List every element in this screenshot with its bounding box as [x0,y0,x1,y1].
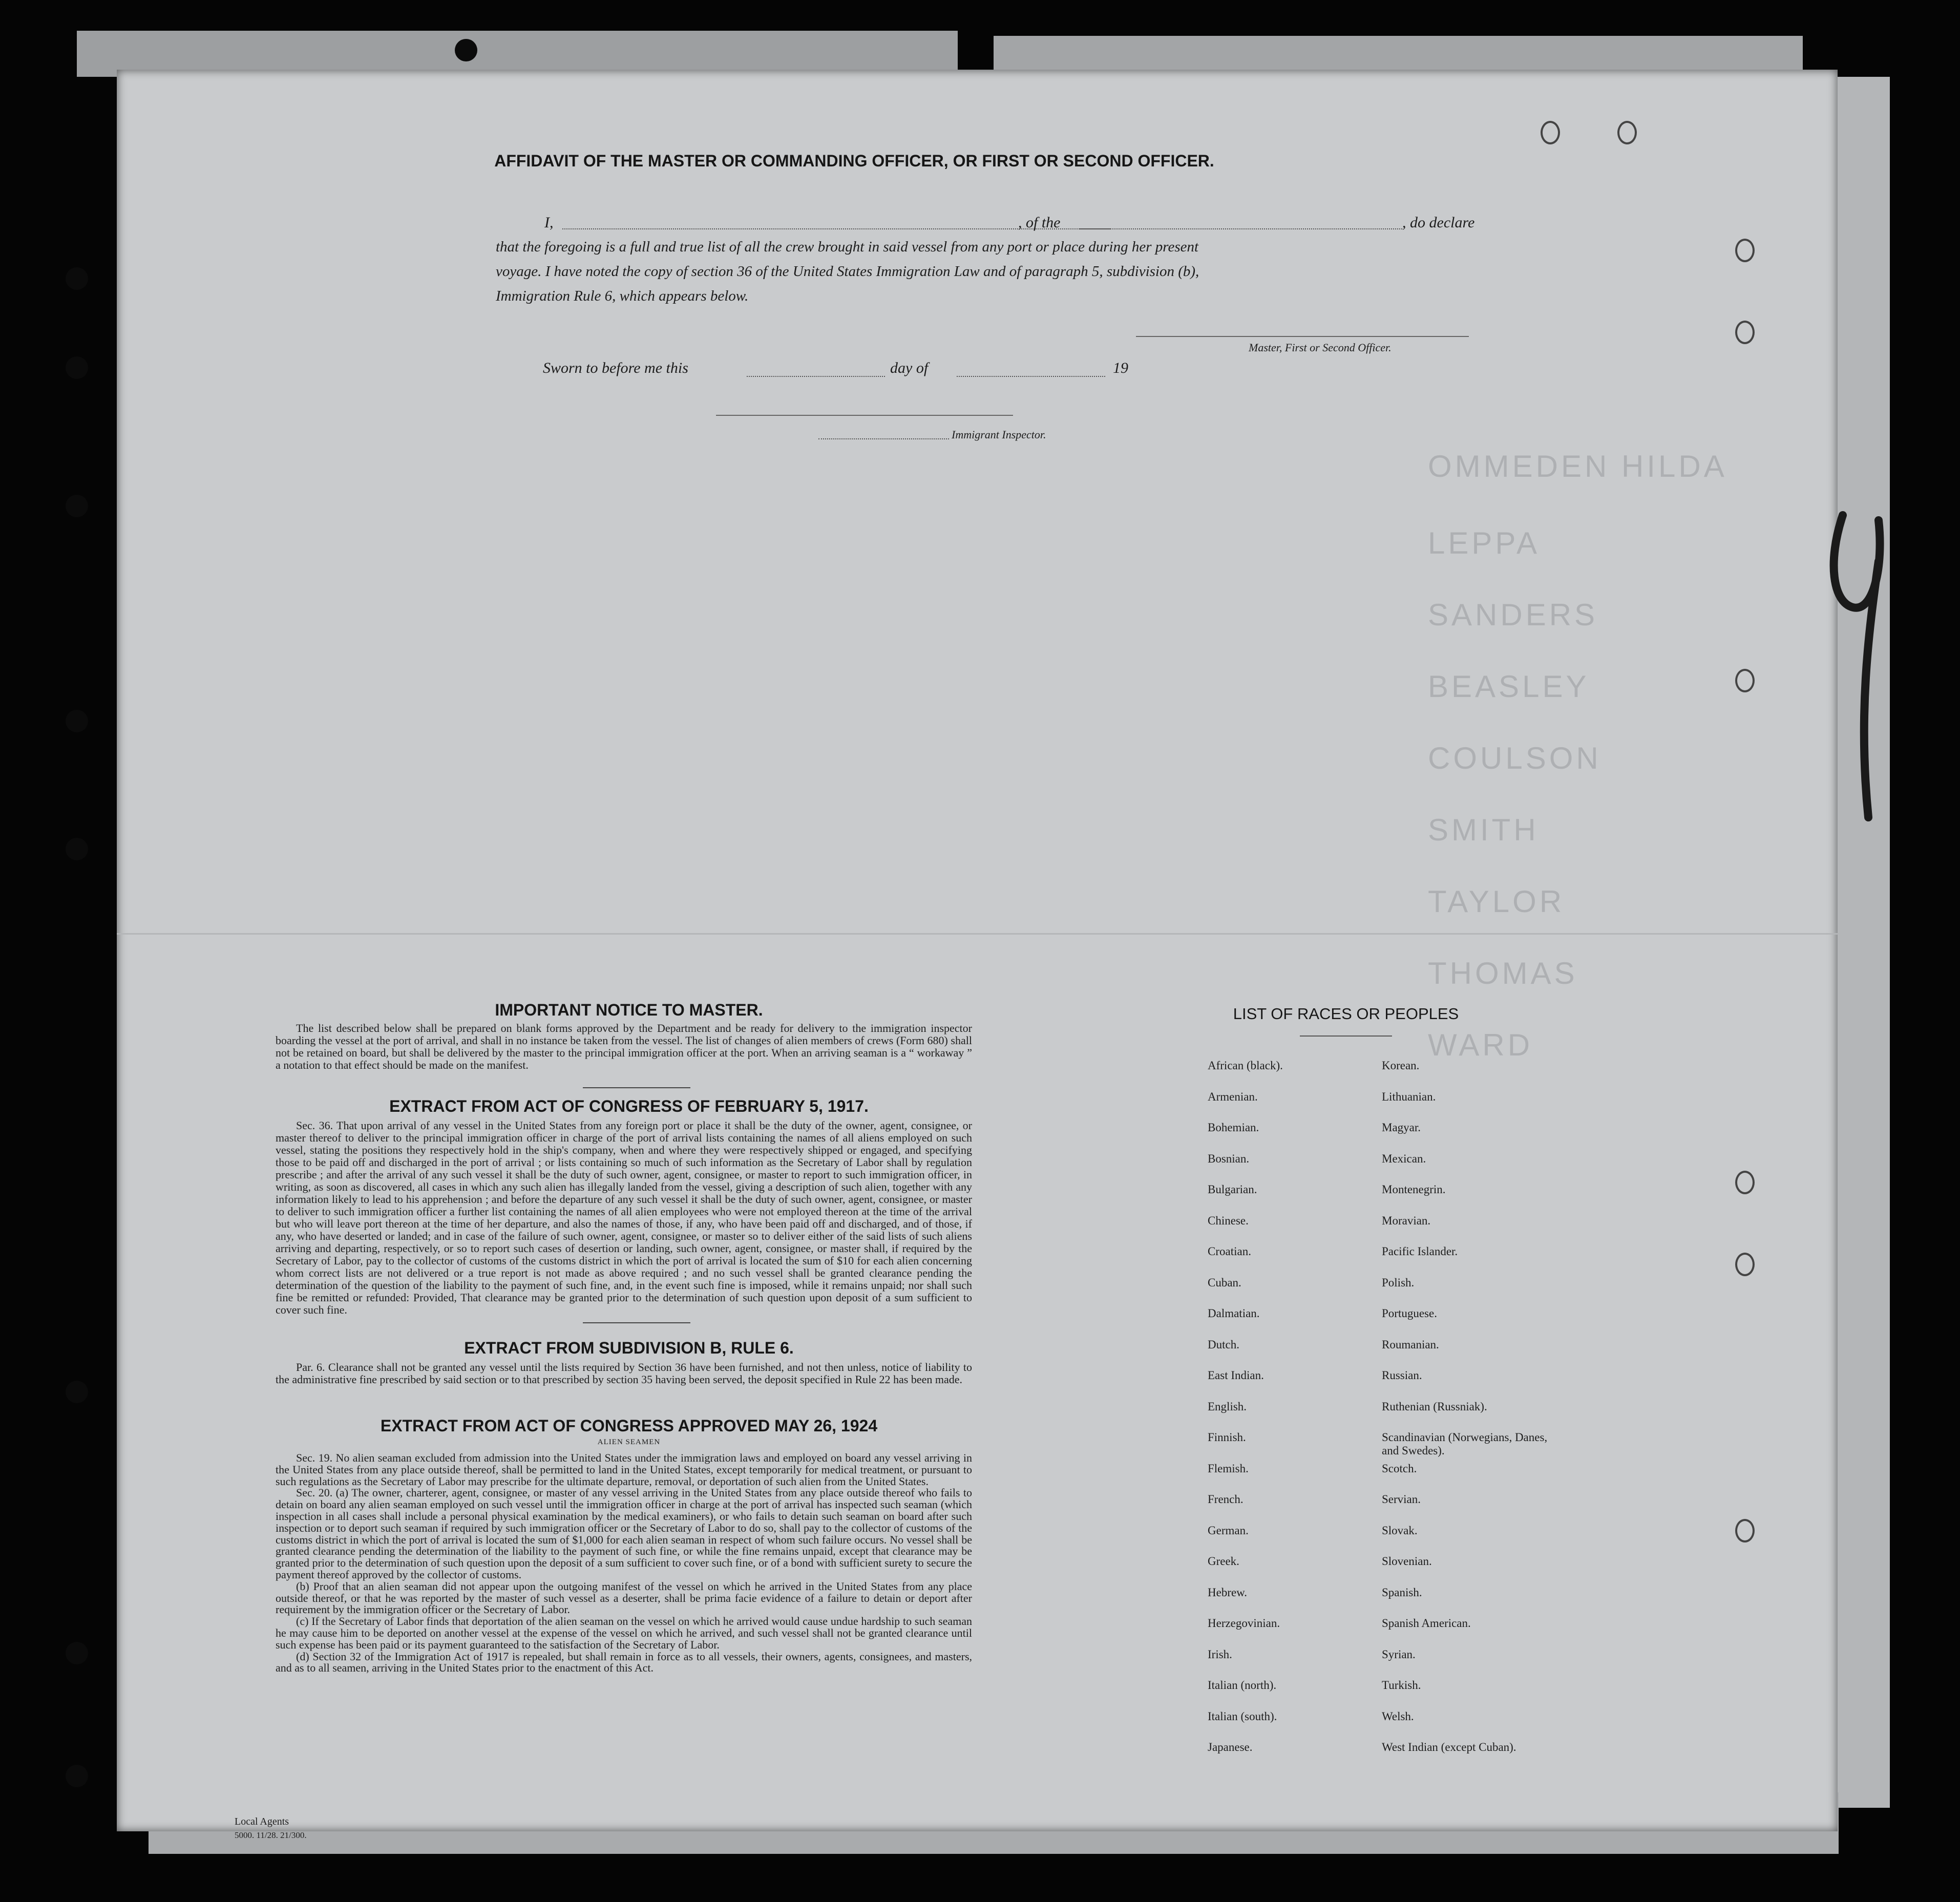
ring-hole [1735,1519,1755,1542]
master-signature-line[interactable] [1136,336,1469,337]
sworn-day-of: day of [890,360,929,376]
race-row [1208,1431,1551,1462]
vessel-blank[interactable] [1080,228,1402,229]
race-row [1208,1059,1551,1090]
ring-hole [1541,121,1560,144]
race-left: Dutch. [1208,1338,1239,1351]
race-right: Servian. [1382,1493,1421,1506]
ring-hole [1735,1171,1755,1194]
race-left: Armenian. [1208,1090,1258,1103]
divider [583,1087,690,1088]
race-left: Bosnian. [1208,1152,1250,1165]
inspector-label: Immigrant Inspector. [952,428,1046,441]
race-right: Moravian. [1382,1214,1431,1227]
race-right: Montenegrin. [1382,1183,1446,1196]
race-right: Roumanian. [1382,1338,1439,1351]
bleed-through-text: OMMEDEN HILDA [1428,449,1727,483]
punch-hole [66,1381,88,1403]
race-left: Italian (north). [1208,1679,1277,1692]
race-row [1208,1276,1551,1307]
race-left: Bohemian. [1208,1121,1259,1134]
race-right: Turkish. [1382,1679,1421,1692]
race-right: Lithuanian. [1382,1090,1436,1103]
print-code: 5000. 11/28. 21/300. [235,1830,307,1840]
punch-hole [66,495,88,517]
race-left: Greek. [1208,1555,1239,1568]
extract-1924-paragraph: Sec. 20. (a) The owner, charterer, agent, consignee, or master of any vessel arriving in the United States from any place outside thereof who fails to detain on board any alien seaman employed on such vessel until the immigration officer in charge at the port of arrival has inspected such seaman (which inspection in all cases shall include a personal physical examination by the medical examiners), or who fails to detain such seaman on board after such inspection or to deport such seaman if required by such immigration officer or the Secretary of Labor to do so, shall pay to the collector of customs of the customs district in which the port of arrival is located the sum of $1,000 for each alien seaman in respect of whom such failure occurs. No vessel shall be granted clearance pending the determination of the liability to the payment of such fine, or while the fine remains unpaid, except that clearance may be granted prior to the determination of such question upon the deposit of a sum sufficient to cover such fine, or of a bond with sufficient surety to secure the payment thereof approved by the collector of customs. [276,1486,972,1581]
race-row [1208,1617,1551,1648]
bleed-through-text: TAYLOR [1428,884,1565,919]
race-left: Finnish. [1208,1431,1246,1444]
punch-hole [66,838,88,860]
punch-hole [66,356,88,379]
race-row [1208,1183,1551,1214]
affidavit-line1-mid: , of the [1018,214,1061,231]
extract-rule6-paragraph: Par. 6. Clearance shall not be granted any vessel until the lists required by Section 36 have been furnished, and not then unless, notice of liability to the administrative fine prescribed by said section or to that prescribed by section 35 having been served, the deposit specified in Rule 22 has been made. [276,1361,972,1386]
race-left: French. [1208,1493,1244,1506]
affidavit-line1-start: I, [544,214,554,231]
race-right: Mexican. [1382,1152,1426,1165]
inspector-signature-line[interactable] [716,415,1013,416]
race-row [1208,1710,1551,1741]
ring-hole [1735,669,1755,692]
form-page [117,70,1838,1840]
race-left: Herzegovinian. [1208,1617,1280,1630]
race-row [1208,1121,1551,1152]
race-row [1208,1245,1551,1276]
bleed-through-text: COULSON [1428,741,1601,775]
race-left: Croatian. [1208,1245,1251,1258]
punch-hole [66,1765,88,1787]
bleed-through-text: BEASLEY [1428,669,1590,704]
divider [583,1322,690,1323]
race-left: East Indian. [1208,1369,1264,1382]
race-left: English. [1208,1400,1247,1413]
sworn-start: Sworn to before me this [543,360,688,376]
fold-line [117,933,1838,935]
race-row [1208,1369,1551,1400]
extract-1924-paragraph: (b) Proof that an alien seaman did not appear upon the outgoing manifest of the vessel on which he arrived in the United States from any place outside thereof, or that he was reported by the master of such vessel as a deserter, shall be prima facie evidence of a failure to detain or deport after requirement by the immigration officer or the Secretary of Labor. [276,1579,972,1616]
affidavit-title: AFFIDAVIT OF THE MASTER OR COMMANDING OFFICER, OR FIRST OR SECOND OFFICER. [494,152,1214,170]
race-left: Hebrew. [1208,1586,1248,1599]
race-right: Spanish. [1382,1586,1422,1599]
bleed-through-text: SANDERS [1428,598,1598,632]
race-row [1208,1679,1551,1710]
affidavit-line2: that the foregoing is a full and true list of all the crew brought in said vessel from any port or place during her present [496,239,1199,255]
master-signature-label: Master, First or Second Officer. [1249,341,1392,354]
sworn-year: 19 [1113,360,1128,376]
race-right: Welsh. [1382,1709,1414,1723]
extract-1917-paragraph: Sec. 36. That upon arrival of any vessel in the United States from any foreign port or place it shall be the duty of the owner, agent, consignee, or master thereof to deliver to the principal immigration officer in charge of the port of arrival lists containing the names of all aliens employed on such vessel, stating the positions they respectively hold in the ship's company, when and where they were respectively shipped or engaged, and specifying those to be paid off and discharged in the port of arrival ; or lists containing so much of such information as the Secretary of Labor shall by regulation prescribe ; and after the arrival of any such vessel it shall be the duty of such owner, agent, consignee, or master to report to such immigration officer, in writing, as soon as discovered, all cases in which any such alien has illegally landed from the vessel, giving a description of such alien, together with any information likely to lead to his apprehension ; and before the departure of any such vessel it shall be the duty of such owner, agent, consignee, or master to deliver to such immigration officer a further list containing the names of all alien employees who were not employed thereon at the time of the arrival but who will leave port thereon at the time of her departure, and also the names of those, if any, who have been paid off and discharged, and of those, if any, who have deserted or landed; and in case of the failure of such owner, agent, consignee, or master so to deliver either of the said lists of such aliens arriving and departing, respectively, or so to report such cases of desertion or landing, such owner, agent, consignee, or master shall, if required by the Secretary of Labor, pay to the collector of customs of the customs district in which the port of arrival is located the sum of $10 for each alien concerning whom correct lists are not delivered or a true report is not made as above required ; and no such vessel shall be granted clearance pending the determination of the question of the liability to the payment of such fine, and, in the event such fine is imposed, while it remains unpaid; nor shall such fine be remitted or refunded: Provided, That clearance may be granted prior to the determination of such question upon deposit of a sum sufficient to cover such fine. [276,1119,972,1316]
race-right: Ruthenian (Russniak). [1382,1400,1487,1413]
extract-1924-title: EXTRACT FROM ACT OF CONGRESS APPROVED MAY 26, 1924 [380,1417,878,1435]
race-right: Slovak. [1382,1524,1418,1537]
race-row [1208,1400,1551,1431]
notice-text [276,1022,972,1071]
extract-1924-paragraph: Sec. 19. No alien seaman excluded from admission into the United States under the immigration laws and employed on board any vessel arriving in the United States from any place outside thereof, shall be permitted to land in the United States, except temporarily for medical treatment, or pursuant to such regulations as the Secretary of Labor may prescribe for the ultimate departure, removal, or deportation of such alien from the United States. [276,1451,972,1488]
race-right: Portuguese. [1382,1307,1437,1320]
extract-rule6-title: EXTRACT FROM SUBDIVISION B, RULE 6. [464,1339,794,1357]
notice-paragraph: The list described below shall be prepared on blank forms approved by the Department and be ready for delivery to the immigration inspector boarding the vessel at the port of arrival, and shall in no instance be taken from the vessel. The list of changes of alien members of crews (Form 680) shall not be retained on board, but shall be delivered by the master to the principal immigration officer at the port. When an arriving seaman is a “ workaway ” a notation to that effect should be made on the manifest. [276,1022,972,1071]
race-right: Russian. [1382,1369,1422,1382]
sworn-day-blank[interactable] [747,376,885,377]
race-left: Italian (south). [1208,1709,1277,1723]
extract-1924-text [276,1452,972,1674]
punch-hole [66,710,88,732]
extract-1917-text [276,1119,972,1316]
race-left: Cuban. [1208,1276,1241,1289]
race-right: Syrian. [1382,1647,1416,1661]
race-left: Chinese. [1208,1214,1249,1227]
ring-hole [1735,1253,1755,1276]
race-right: Korean. [1382,1059,1420,1072]
ring-hole [1735,239,1755,262]
race-left: German. [1208,1524,1249,1537]
race-row [1208,1152,1551,1184]
races-divider [1300,1035,1392,1037]
extract-1917-title: EXTRACT FROM ACT OF CONGRESS OF FEBRUARY 5, 1917. [389,1097,869,1115]
extract-rule6-text [276,1361,972,1386]
race-row [1208,1090,1551,1122]
race-right: Spanish American. [1382,1617,1471,1630]
race-right: West Indian (except Cuban). [1382,1741,1516,1753]
handwritten-mark [1822,500,1894,828]
sworn-month-blank[interactable] [957,376,1105,377]
race-right: Polish. [1382,1276,1415,1289]
punch-hole [455,39,477,61]
race-right: Slovenian. [1382,1555,1432,1568]
race-right: Magyar. [1382,1121,1421,1134]
race-row [1208,1555,1551,1586]
affidavit-line3: voyage. I have noted the copy of section 36 of the United States Immigration Law and of paragraph 5, subdivision (b), [496,263,1199,280]
race-right: Scotch. [1382,1462,1417,1475]
race-row [1208,1307,1551,1338]
affidavit-line1-end: , do declare [1402,214,1475,231]
bleed-through-text: THOMAS [1428,956,1578,990]
races-title: LIST OF RACES OR PEOPLES [1233,1005,1459,1023]
race-left: African (black). [1208,1059,1283,1072]
bleed-through-text: WARD [1428,1028,1533,1062]
punch-hole [66,267,88,290]
race-row [1208,1338,1551,1369]
notice-title: IMPORTANT NOTICE TO MASTER. [495,1001,763,1019]
race-left: Bulgarian. [1208,1183,1257,1196]
local-agents-label: Local Agents [235,1816,289,1827]
race-left: Dalmatian. [1208,1307,1260,1320]
race-left: Irish. [1208,1647,1232,1661]
race-right: Scandinavian (Norwegians, Danes, and Swedes). [1382,1431,1548,1457]
bleed-through-text: LEPPA [1428,526,1540,560]
inspector-dots [818,438,949,439]
race-row [1208,1462,1551,1493]
race-row [1208,1586,1551,1617]
races-table [1208,1059,1551,1772]
bleed-through-text: SMITH [1428,813,1539,847]
race-row [1208,1214,1551,1245]
race-row [1208,1524,1551,1555]
extract-1924-subtitle: ALIEN SEAMEN [597,1438,661,1446]
extract-1924-paragraph: (c) If the Secretary of Labor finds that deportation of the alien seaman on the vessel on which he arrived would cause undue hardship to such seaman he may cause him to be deported on another vessel at the expense of the vessel on which he arrived, and such vessel shall not be granted clearance until such expense has been paid or its payment guaranteed to the satisfaction of the Secretary of Labor. [276,1615,972,1651]
affidavit-line4: Immigration Rule 6, which appears below. [496,288,749,304]
race-row [1208,1741,1551,1772]
extract-1924-paragraph: (d) Section 32 of the Immigration Act of 1917 is repealed, but shall remain in force as to all vessels, their owners, agents, consignees, and masters, and as to all seamen, arriving in the United States prior to the enactment of this Act. [276,1650,972,1675]
race-row [1208,1493,1551,1524]
race-left: Flemish. [1208,1462,1249,1475]
punch-hole [66,1642,88,1664]
ring-hole [1617,121,1637,144]
race-right: Pacific Islander. [1382,1245,1458,1258]
race-row [1208,1648,1551,1679]
race-left: Japanese. [1208,1741,1253,1753]
ring-hole [1735,321,1755,344]
